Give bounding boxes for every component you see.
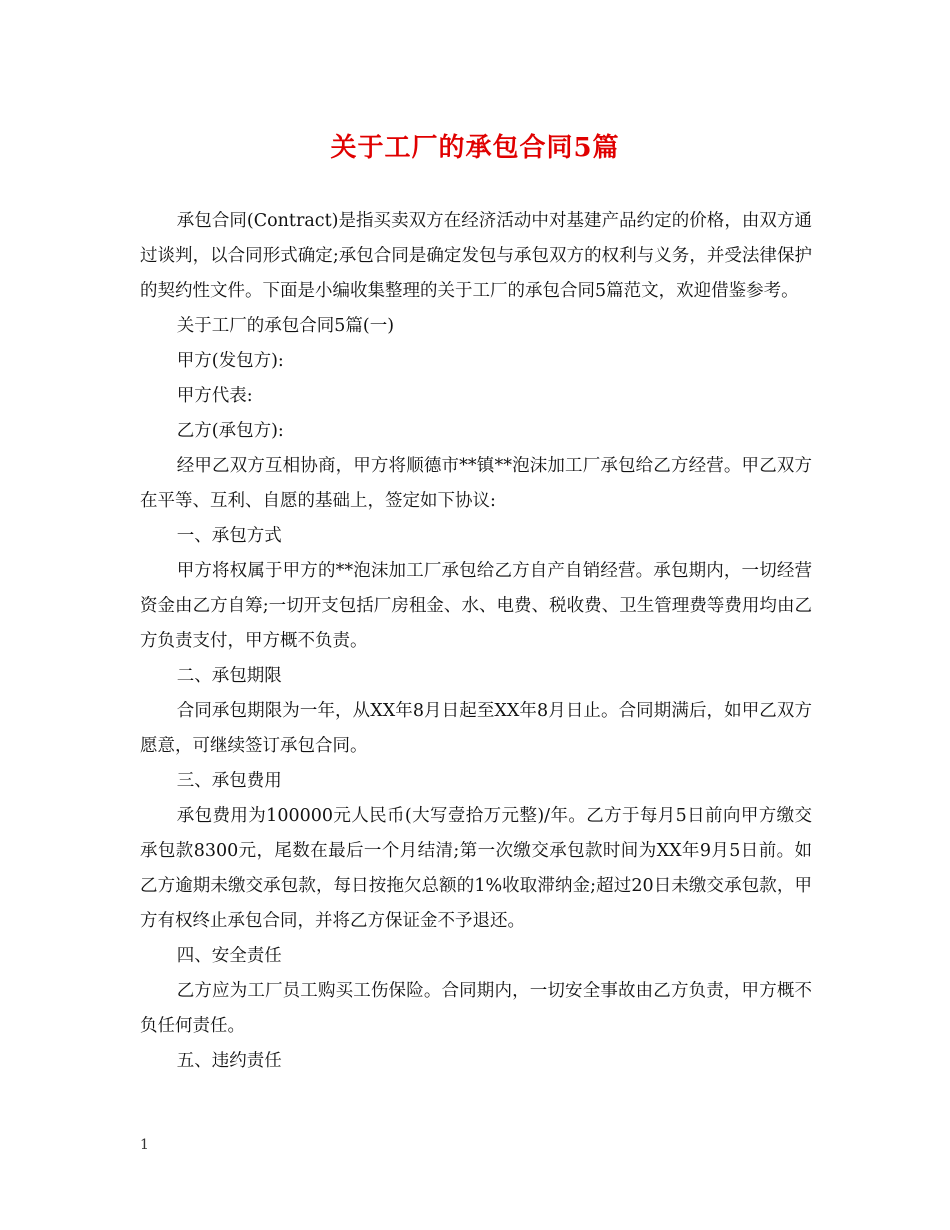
party-a-representative-line: 甲方代表: <box>176 386 253 406</box>
party-b-line: 乙方(承包方): <box>176 421 284 441</box>
section-heading-method: 一、承包方式 <box>176 526 282 546</box>
agreement-preamble: 经甲乙双方互相协商，甲方将顺德市**镇**泡沫加工厂承包给乙方经营。甲乙双方在平等、互利、自愿的基础上，签定如下协议: <box>140 456 812 511</box>
document-title: 关于工厂的承包合同5篇 <box>330 133 620 163</box>
document-body <box>140 204 812 1079</box>
section-heading-term: 二、承包期限 <box>176 666 282 686</box>
section-body-fee: 承包费用为100000元人民币(大写壹拾万元整)/年。乙方于每月5日前向甲方缴交承包款8300元，尾数在最后一个月结清;第一次缴交承包款时间为XX年9月5日前。如乙方逾期未缴交承包款，每日按拖欠总额的1%收取滞纳金;超过20日未缴交承包款，甲方有权终止承包合同，并将乙方保证金不予退还。 <box>140 806 812 931</box>
party-a-line: 甲方(发包方): <box>176 351 284 371</box>
section-body-method: 甲方将权属于甲方的**泡沫加工厂承包给乙方自产自销经营。承包期内，一切经营资金由乙方自筹;一切开支包括厂房租金、水、电费、税收费、卫生管理费等费用均由乙方负责支付，甲方概不负责。 <box>140 561 812 651</box>
contract-one-heading: 关于工厂的承包合同5篇(一) <box>176 316 395 336</box>
intro-paragraph: 承包合同(Contract)是指买卖双方在经济活动中对基建产品约定的价格，由双方通过谈判，以合同形式确定;承包合同是确定发包与承包双方的权利与义务，并受法律保护的契约性文件。下面是小编收集整理的关于工厂的承包合同5篇范文，欢迎借鉴参考。 <box>140 211 812 301</box>
section-body-safety: 乙方应为工厂员工购买工伤保险。合同期内，一切安全事故由乙方负责，甲方概不负任何责任。 <box>140 981 812 1036</box>
section-heading-safety: 四、安全责任 <box>176 946 282 966</box>
section-heading-fee: 三、承包费用 <box>176 771 282 791</box>
section-body-term: 合同承包期限为一年，从XX年8月日起至XX年8月日止。合同期满后，如甲乙双方愿意，可继续签订承包合同。 <box>140 701 812 756</box>
page-number: 1 <box>140 1137 149 1153</box>
section-heading-breach: 五、违约责任 <box>176 1051 282 1071</box>
